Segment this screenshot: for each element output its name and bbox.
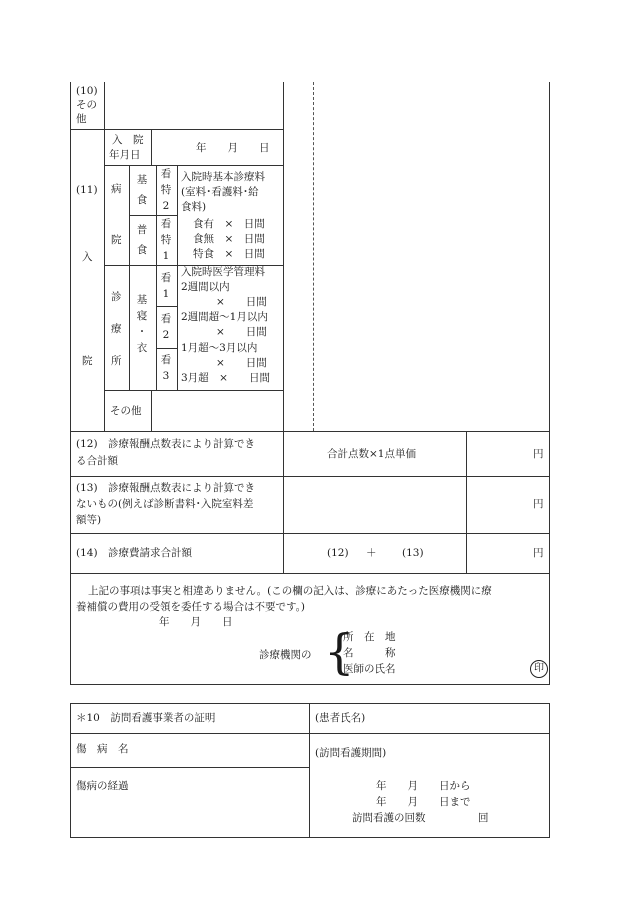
clinic-fee-line: × 日間 [216,357,267,369]
row-line [104,165,283,166]
visit-count: 訪問看護の回数 回 [352,812,489,824]
row-line [104,390,283,391]
seal-icon: 印 [530,660,548,678]
row14-unit: 円 [533,547,544,559]
admission-date-value: 年 月 日 [196,142,270,154]
col-line [283,82,284,431]
hospital-label-2: 院 [111,234,122,246]
section10-label-1: (10) [76,85,98,97]
certification-text-2: 養補償の費用の受領を委任する場合は不要です。) [76,601,306,613]
kishin-label: 基 寝 ・ 衣 [136,294,148,354]
hospital-fee-row: 食有 × 日間 [193,218,265,230]
row13-label-3: 額等) [76,514,102,526]
institution-label: 診療機関の [259,649,312,661]
hospital-fee-title-3: 食料) [181,201,207,213]
institution-address: 所 在 地 [343,631,396,643]
hospital-label-1: 病 [111,183,122,195]
row-line [70,573,549,574]
hospital-fee-title-1: 入院時基本診療料 [181,171,265,183]
row-line [70,684,550,685]
admission-date-label-2: 年月日 [109,149,141,161]
certification-date: 年 月 日 [159,616,233,628]
kan1-label: 看 1 [160,272,172,300]
futsushoku-label: 普 食 [136,224,148,256]
clinic-fee-line: 1月超～3月以内 [181,342,258,354]
clinic-fee-line: × 日間 [216,326,267,338]
col-line [283,431,284,573]
hospital-fee-title-2: (室料･看護料･給 [181,186,259,198]
clinic-label-2: 療 [111,323,122,335]
row-line [70,431,549,432]
section10-label-3: 他 [76,113,87,125]
col-line [104,82,105,431]
col-line [70,703,71,837]
disease-label: 傷 病 名 [76,743,129,755]
row13-unit: 円 [533,498,544,510]
kishoku-label: 基 食 [136,174,148,206]
clinic-label-3: 所 [111,355,122,367]
clinic-fee-line: 3月超 × 日間 [181,372,270,384]
patient-name-label: (患者氏名) [315,712,366,724]
row13-label-2: ないもの(例えば診断書料･入院室料差 [76,498,254,510]
clinic-label-1: 診 [111,291,122,303]
institution-name: 名 称 [343,647,396,659]
admission-date-label-1: 入 院 [112,134,144,146]
col-line [466,431,467,573]
row-line [70,703,550,704]
col-line [129,165,130,390]
col-line [151,390,152,431]
row-line [156,306,177,307]
section10-label-2: その [76,99,97,111]
certification-text-1: 上記の事項は事実と相違ありません。(この欄の記入は、診療にあたった医療機関に療 [88,585,492,597]
course-label: 傷病の経過 [76,780,129,792]
row14-formula-a: (12) [327,547,349,559]
clinic-fee-line: 2週間以内 [181,281,230,293]
row13-label-1: (13) 診療報酬点数表により計算でき [76,482,256,494]
period-to: 年 月 日まで [376,796,471,808]
border-right [549,82,550,684]
row14-plus: ＋ [366,547,377,559]
nursing-title: ＊10 訪問看護事業者の証明 [76,712,216,724]
period-label: (訪問看護期間) [315,747,387,759]
kantoku2-label: 看 特 2 [160,168,172,212]
clinic-fee-line: 入院時医学管理料 [181,266,265,278]
kantoku1-label: 看 特 1 [160,218,172,262]
period-from: 年 月 日から [376,780,471,792]
row-line [156,348,177,349]
other-label: その他 [110,405,142,417]
row12-label-2: る合計額 [76,455,118,467]
row-line [70,837,550,838]
hospital-fee-row: 特食 × 日間 [193,248,265,260]
dashed-line [313,82,314,431]
col-line [177,165,178,390]
brace-icon: { [324,624,355,680]
section11-side-label-1: 入 [82,251,93,263]
doctor-name-label: 医師の氏名 [343,663,396,675]
clinic-fee-line: × 日間 [216,296,267,308]
col-line [151,129,152,165]
row12-unit: 円 [533,448,544,460]
row12-label-1: (12) 診療報酬点数表により計算でき [76,438,256,450]
row-line [70,533,549,534]
kan3-label: 看 3 [160,354,172,382]
row-line [70,476,549,477]
section11-side-label-2: 院 [82,355,93,367]
border-left [70,82,71,684]
row-line [70,129,283,130]
clinic-fee-line: 2週間超～1月以内 [181,311,268,323]
row14-label: (14) 診療費請求合計額 [76,547,193,559]
row14-formula-b: (13) [402,547,424,559]
row-line [70,733,550,734]
col-line [309,703,310,837]
hospital-fee-row: 食無 × 日間 [193,233,265,245]
row-line [70,767,309,768]
row12-formula: 合計点数×1点単価 [327,448,416,460]
col-line [549,703,550,837]
kan2-label: 看 2 [160,313,172,341]
section11-number: (11) [76,184,98,196]
col-line [156,165,157,390]
